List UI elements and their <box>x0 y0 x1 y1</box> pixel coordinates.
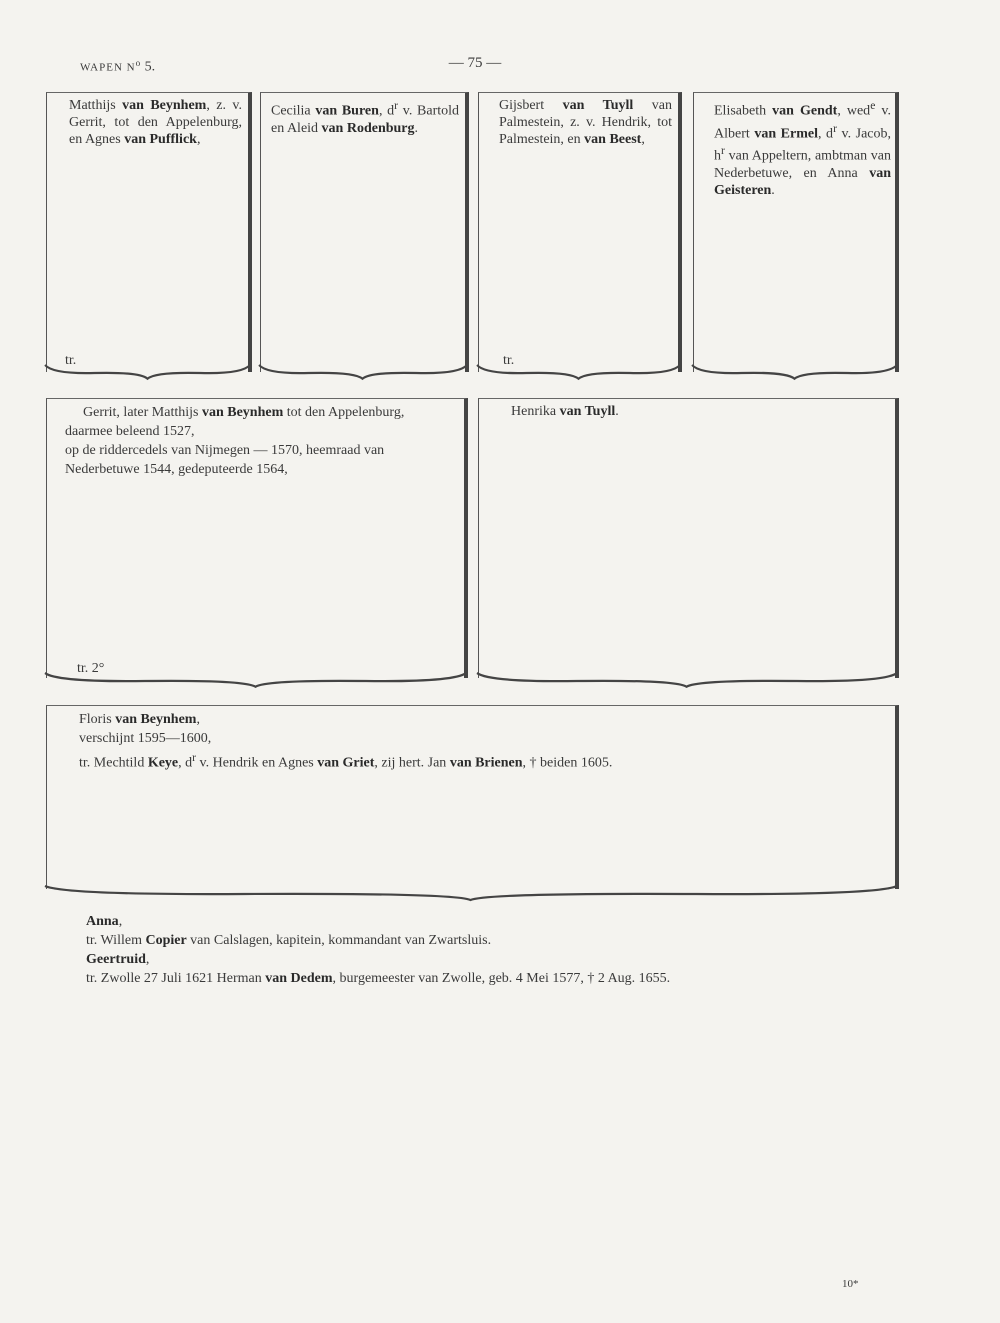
page-header-series: WAPEN $N^o$ 5. <box>80 58 156 75</box>
parent-text: Henrika van Tuyll. <box>511 404 619 419</box>
child-marriage: tr. Zwolle 27 Juli 1621 Herman van Dedem, burgemeester van Zwolle, geb. 4 Mei 1577, † 2 Aug. 1655. <box>86 971 671 986</box>
child-entry: Geertruid, <box>86 952 150 967</box>
parent-text: Gerrit, later Matthijs van Beynhem tot den Appelenburg, daarmee beleend 1527, op de riddercedels van Nijmegen — 1570, heemraad van Nederbetuwe 1544, gedeputeerde 1564, <box>65 405 405 477</box>
children-list <box>86 912 906 988</box>
subject-box-floris <box>46 705 899 889</box>
marriage-label: tr. 2° <box>77 661 105 676</box>
ancestor-text: Matthijs van Beynhem, z. v. Gerrit, tot den Appelenburg, en Agnes van Pufflick, <box>69 98 242 147</box>
bracket-line <box>45 886 897 902</box>
parent-box-henrika <box>478 398 899 678</box>
ancestor-text: Elisabeth van Gendt, wed$^e$ v. Albert van Ermel, $d^r$ v. Jacob, $h^r$ van Appeltern, ambtman van Nederbetuwe, en Anna van Geisteren. <box>714 99 892 198</box>
subject-text: Floris van Beynhem, verschijnt 1595—1600, tr. Mechtild Keye, $d^r$ v. Hendrik en Agnes van Griet, zij hert. Jan van Brienen, † beiden 1605. <box>79 712 613 771</box>
ancestor-text: Gijsbert van Tuyll van Palmestein, z. v. Hendrik, tot Palmestein, en van Beest, <box>499 98 673 147</box>
bracket-line <box>477 673 897 689</box>
bracket-line <box>45 673 466 689</box>
bracket-line <box>259 365 467 381</box>
marriage-label: tr. <box>503 353 515 368</box>
child-marriage: tr. Willem Copier van Calslagen, kapitein, kommandant van Zwartsluis. <box>86 933 492 948</box>
ancestor-box-elisabeth <box>693 92 899 372</box>
ancestor-box-gijsbert <box>478 92 682 372</box>
sheet-signature: 10* <box>842 1278 859 1290</box>
marriage-label: tr. <box>65 353 77 368</box>
bracket-line <box>477 365 680 381</box>
ancestor-text: Cecilia van Buren, $d^r$ v. Bartold en Aleid van Rodenburg. <box>271 99 460 136</box>
ancestor-box-matthijs <box>46 92 252 372</box>
page-number: — 75 — <box>448 55 502 71</box>
ancestor-box-cecilia <box>260 92 469 372</box>
child-entry: Anna, <box>86 914 123 929</box>
bracket-line <box>692 365 897 381</box>
bracket-line <box>45 365 250 381</box>
parent-box-gerrit <box>46 398 468 678</box>
